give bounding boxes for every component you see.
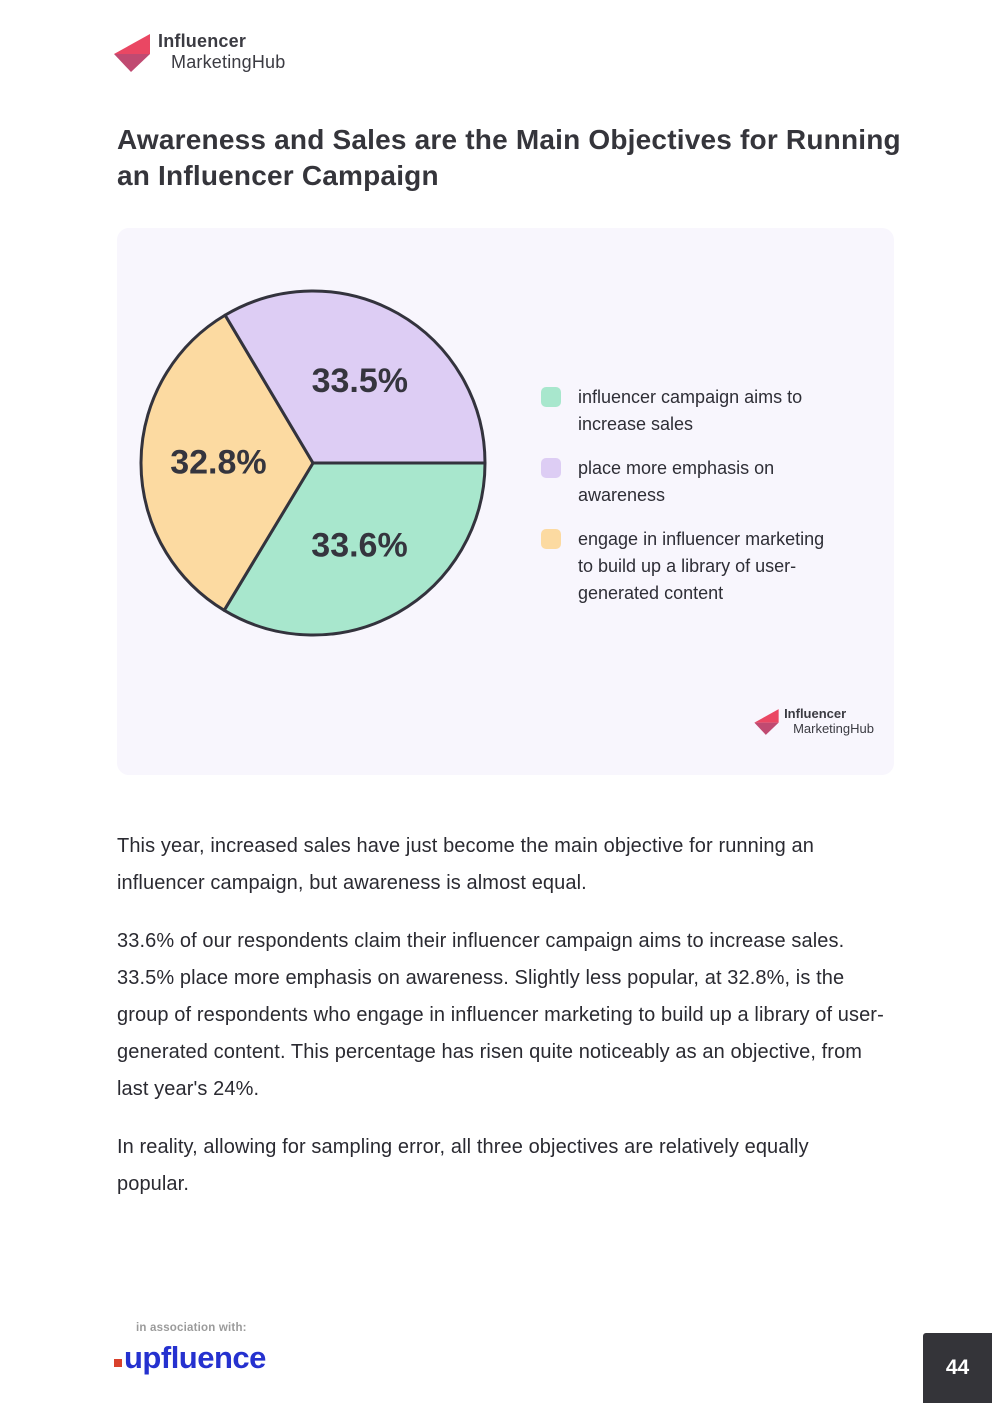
legend-swatch-icon [541,529,561,549]
paragraph: This year, increased sales have just become the main objective for running an influencer campaign, but awareness is almost equal. [117,835,814,894]
chart-legend [541,384,841,607]
pie-slice-value-label: 33.6% [311,526,408,565]
paragraph: 33.6% of our respondents claim their influencer campaign aims to increase sales. 33.5% place more emphasis on awareness. Slightly less popular, at 32.8%, is the group of respondents who engage in influencer marketing to build up a library of user-generated content. This percentage has risen quite noticeably as an objective, from last year's 24%. [117,930,884,1100]
association-label: in association with: [136,1322,247,1334]
brand-name-line2: MarketingHub [171,51,286,72]
pie-slice-value-label: 32.8% [170,443,267,482]
brand-text [158,31,285,73]
pie-slice-value-label: 33.5% [311,361,409,400]
brand-logo [112,31,285,75]
upfluence-dot-icon [114,1359,122,1367]
brand-name-line1: Influencer [158,31,247,51]
page-number: 44 [945,1356,970,1379]
chart-panel [117,228,894,775]
legend-label: place more emphasis on awareness [578,458,775,505]
legend-label: engage in influencer marketing to build up a library of user-generated content [578,529,825,603]
legend-item [541,526,841,607]
watermark-line1: Influencer [784,706,847,721]
legend-swatch-icon [541,387,561,407]
watermark-text [784,707,874,737]
upfluence-logo [114,1340,266,1376]
pie-chart [120,270,510,660]
page-number-badge [923,1333,992,1403]
influencer-marketinghub-logo-icon [112,31,152,75]
legend-item [541,384,841,438]
paragraph: In reality, allowing for sampling error, all three objectives are relatively equally popular. [117,1136,809,1195]
watermark-line2: MarketingHub [793,720,874,736]
legend-label: influencer campaign aims to increase sales [578,387,803,434]
upfluence-logo-text: upfluence [124,1340,266,1375]
influencer-marketinghub-logo-icon [753,707,780,742]
panel-watermark-logo [753,707,874,742]
page-title: Awareness and Sales are the Main Objectives for Running an Influencer Campaign [117,124,901,192]
body-text [117,828,885,1224]
legend-item [541,455,841,509]
legend-swatch-icon [541,458,561,478]
